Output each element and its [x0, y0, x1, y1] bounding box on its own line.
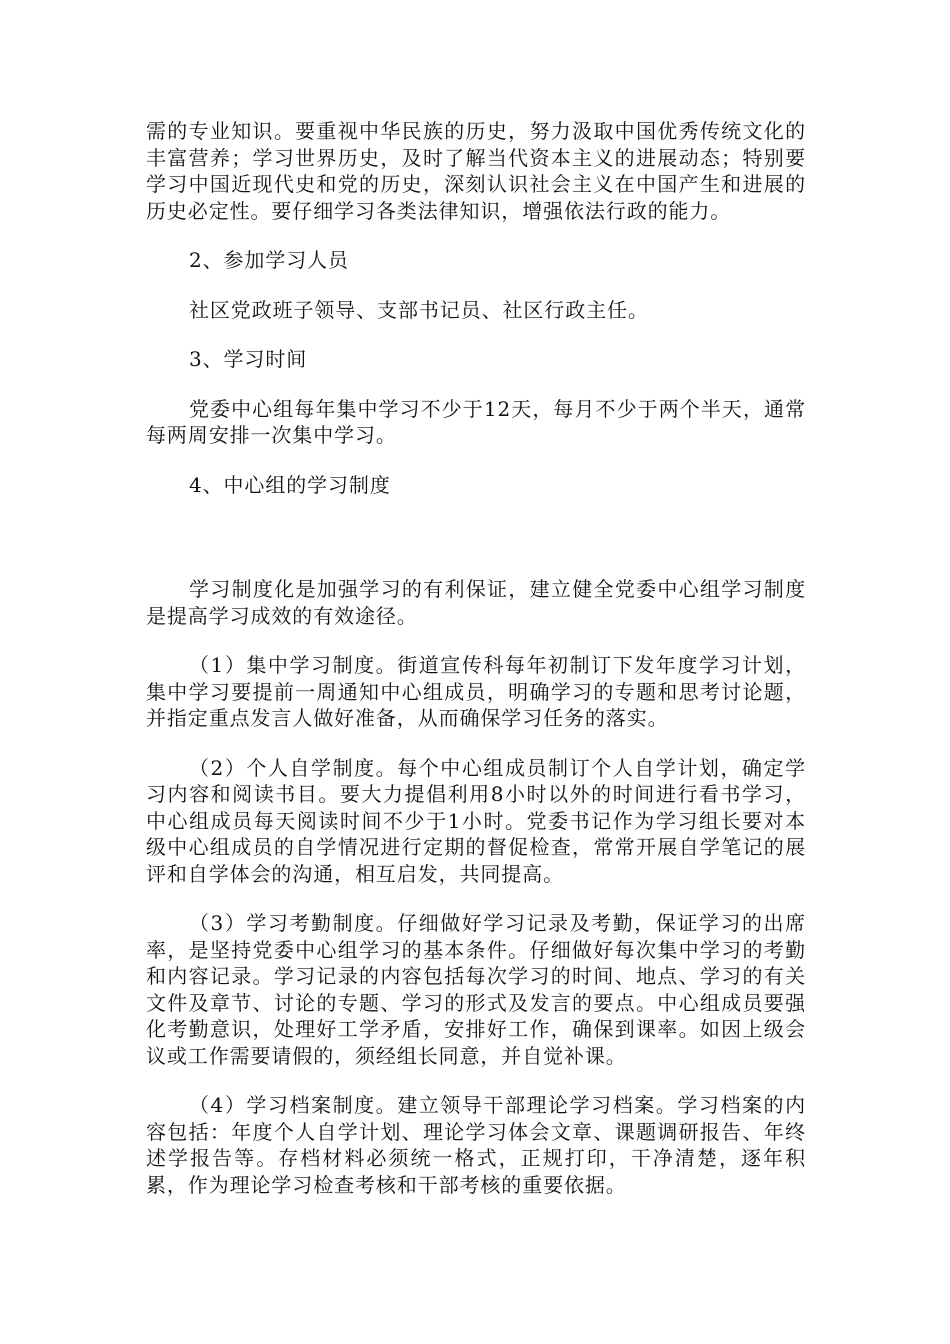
section-heading-study-time: 3、学习时间: [189, 347, 308, 371]
paragraph-centralized-study: （1）集中学习制度。街道宣传科每年初制订下发年度学习计划，集中学习要提前一周通知中心组成员，明确学习的专题和思考讨论题，并指定重点发言人做好准备，从而确保学习任务的落实。: [146, 653, 806, 730]
document-body: [146, 118, 806, 1198]
paragraph-continuation: 需的专业知识。要重视中华民族的历史，努力汲取中国优秀传统文化的丰富营养；学习世界历史，及时了解当代资本主义的进展动态；特别要学习中国近现代史和党的历史，深刻认识社会主义在中国产生和进展的历史必定性。要仔细学习各类法律知识，增强依法行政的能力。: [146, 119, 806, 223]
section-heading-participants: 2、参加学习人员: [189, 248, 349, 272]
paragraph-study-time: 党委中心组每年集中学习不少于12天，每月不少于两个半天，通常每两周安排一次集中学习。: [146, 396, 806, 447]
paragraph-archive: （4）学习档案制度。建立领导干部理论学习档案。学习档案的内容包括：年度个人自学计划、理论学习体会文章、课题调研报告、年终述学报告等。存档材料必须统一格式，正规打印，干净清楚，逐年积累，作为理论学习检查考核和干部考核的重要依据。: [146, 1093, 806, 1197]
paragraph-attendance: （3）学习考勤制度。仔细做好学习记录及考勤，保证学习的出席率，是坚持党委中心组学习的基本条件。仔细做好每次集中学习的考勤和内容记录。学习记录的内容包括每次学习的时间、地点、学习的有关文件及章节、讨论的专题、学习的形式及发言的要点。中心组成员要强化考勤意识，处理好工学矛盾，安排好工作，确保到课率。如因上级会议或工作需要请假的，须经组长同意，并自觉补课。: [146, 911, 806, 1068]
section-heading-study-system: 4、中心组的学习制度: [189, 472, 391, 497]
paragraph-self-study: （2）个人自学制度。每个中心组成员制订个人自学计划，确定学习内容和阅读书目。要大力提倡利用8小时以外的时间进行看书学习，中心组成员每天阅读时间不少于1小时。党委书记作为学习组长要对本级中心组成员的自学情况进行定期的督促检查，常常开展自学笔记的展评和自学体会的沟通，相互启发，共同提高。: [146, 755, 806, 886]
paragraph-system-intro: 学习制度化是加强学习的有利保证，建立健全党委中心组学习制度是提高学习成效的有效途径。: [146, 577, 806, 628]
paragraph-participants: 社区党政班子领导、支部书记员、社区行政主任。: [189, 297, 649, 322]
